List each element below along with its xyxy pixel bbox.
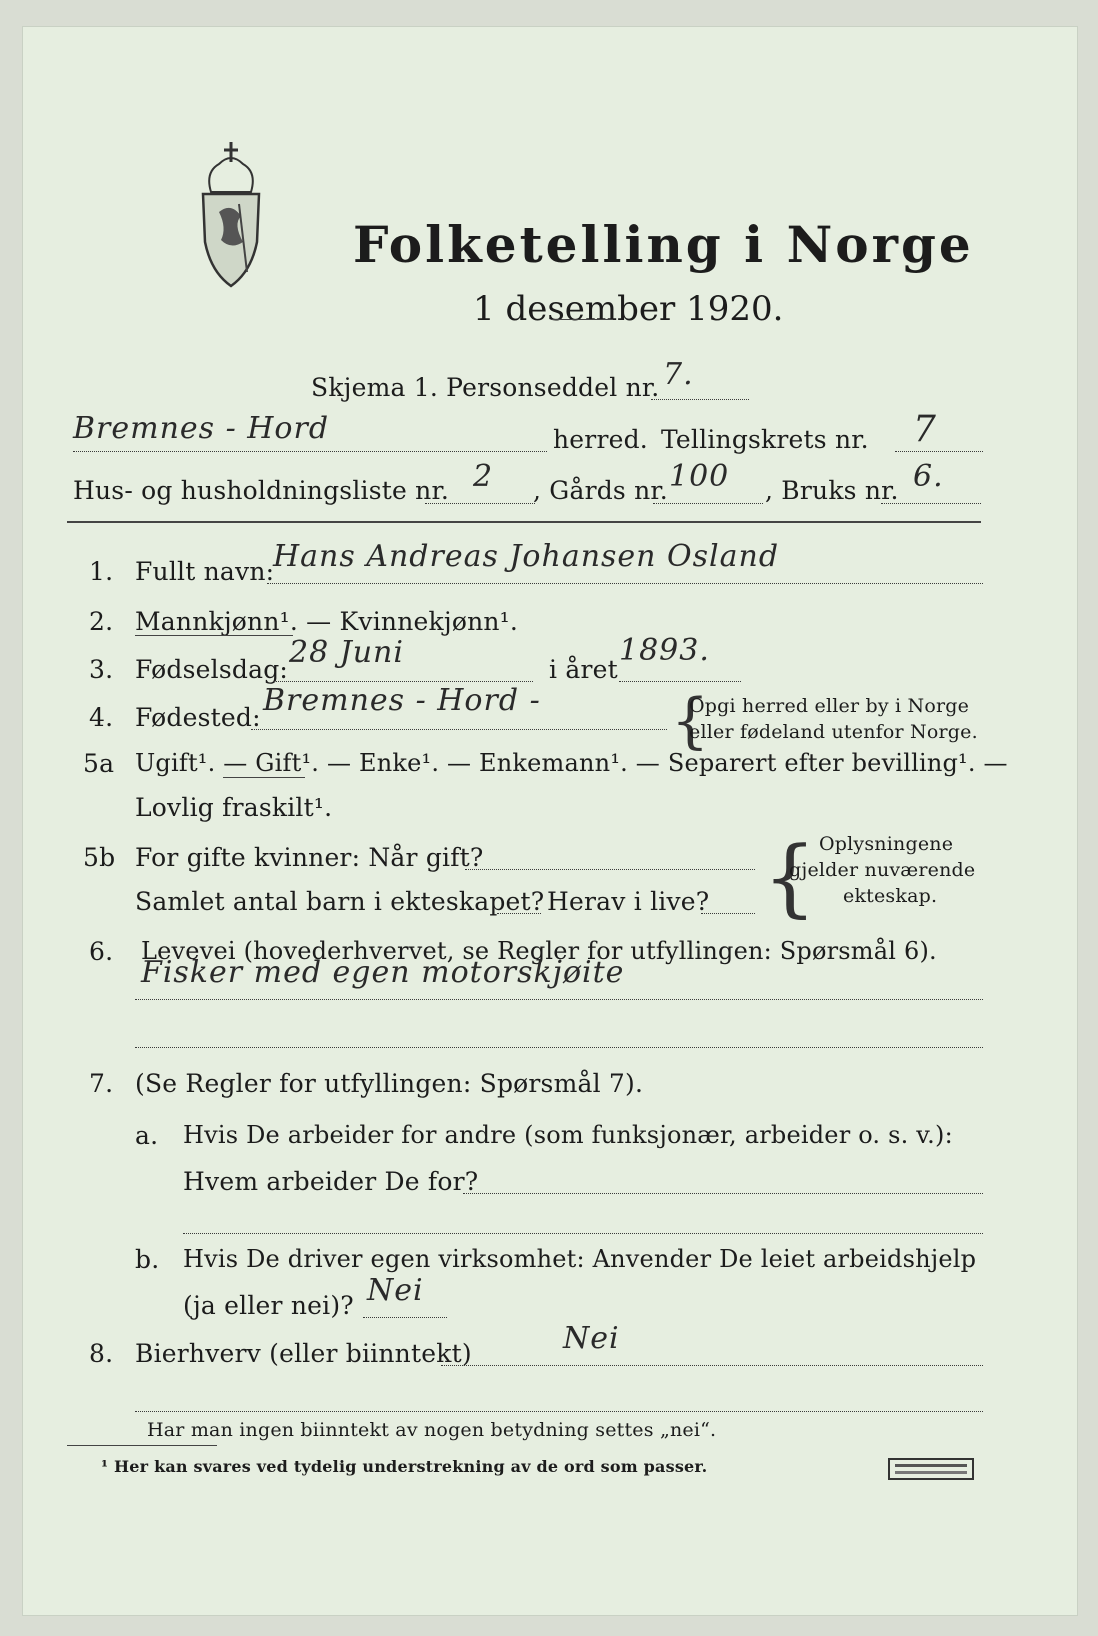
coat-of-arms-icon [191, 132, 271, 292]
q5b-note-2: gjelder nuværende [789, 859, 976, 881]
q7-label: (Se Regler for utfyllingen: Spørsmål 7). [135, 1069, 644, 1098]
hus-value: 2 [473, 459, 494, 494]
gards-value: 100 [669, 459, 730, 494]
herred-line [73, 451, 547, 452]
form-subtitle: 1 desember 1920. [473, 289, 784, 329]
q1-number: 1. [89, 557, 114, 586]
q7b-line-2: (ja eller nei)? [183, 1291, 354, 1320]
q5b-number: 5b [83, 843, 116, 872]
q8-line-2 [135, 1411, 983, 1412]
q3-date-value: 28 Juni [289, 635, 404, 670]
q8-label: Bierhverv (eller biinntekt) [135, 1339, 472, 1368]
tellingskrets-line [895, 451, 983, 452]
q5a-line-1: Ugift¹. — Gift¹. — Enke¹. — Enkemann¹. — Separert efter bevilling¹. — [135, 749, 1008, 777]
q5b-brace: { [763, 828, 817, 926]
q1-line [267, 583, 983, 584]
q5b-note-1: Oplysningene [819, 833, 954, 855]
printer-stamp-icon [887, 1457, 975, 1481]
q6-line-1 [135, 999, 983, 1000]
q2-number: 2. [89, 607, 114, 636]
q4-note-1: Opgi herred eller by i Norge [689, 695, 970, 717]
q6-value: Fisker med egen motorskjøite [141, 955, 625, 990]
q8-number: 8. [89, 1339, 114, 1368]
q7a-number: a. [135, 1121, 159, 1150]
skjema-label: Skjema 1. Personseddel nr. [311, 373, 660, 402]
q5b-line-2b: Herav i live? [547, 887, 710, 916]
q6-label: Levevei (hovederhvervet, se Regler for utfyllingen: Spørsmål 6). [141, 937, 937, 965]
footnote-divider [67, 1445, 217, 1446]
q6-number: 6. [89, 937, 114, 966]
q1-value: Hans Andreas Johansen Osland [273, 539, 780, 574]
q6-line-2 [135, 1047, 983, 1048]
q5a-underline [223, 777, 305, 778]
q3-year-line [619, 681, 741, 682]
q7-number: 7. [89, 1069, 114, 1098]
form-title: Folketelling i Norge [353, 215, 974, 274]
q4-note-2: eller fødeland utenfor Norge. [689, 721, 978, 743]
q3-year-label: i året [549, 655, 618, 684]
bruks-label: , Bruks nr. [765, 476, 899, 505]
q1-label: Fullt navn: [135, 557, 275, 586]
q7a-answer-line-2 [183, 1233, 983, 1234]
personseddel-line [651, 399, 749, 400]
q5a-line-2: Lovlig fraskilt¹. [135, 793, 333, 822]
q7b-line-1: Hvis De driver egen virksomhet: Anvender De leiet arbeidshjelp [183, 1245, 977, 1273]
q4-number: 4. [89, 703, 114, 732]
q3-year-value: 1893. [619, 633, 710, 668]
gards-line [653, 503, 763, 504]
q2-underline [135, 635, 293, 636]
q4-value: Bremnes - Hord - [263, 683, 541, 718]
header-divider [67, 521, 981, 523]
q5b-line-children [497, 913, 541, 914]
q4-label: Fødested: [135, 703, 261, 732]
q7a-line-2: Hvem arbeider De for? [183, 1167, 479, 1196]
tellingskrets-label: Tellingskrets nr. [661, 425, 869, 454]
hus-line [425, 503, 535, 504]
footnote: ¹ Her kan svares ved tydelig understrekning av de ord som passer. [101, 1457, 708, 1476]
q5b-line-when [465, 869, 755, 870]
q5b-line-1: For gifte kvinner: Når gift? [135, 843, 484, 872]
q2-label: Mannkjønn¹. — Kvinnekjønn¹. [135, 607, 519, 636]
title-divider [551, 319, 613, 320]
q3-label: Fødselsdag: [135, 655, 289, 684]
footer-note: Har man ingen biinntekt av nogen betydning settes „nei“. [147, 1419, 717, 1441]
q7b-answer-line [363, 1317, 447, 1318]
q4-brace: { [671, 686, 710, 756]
q3-date-line [273, 681, 533, 682]
q7a-line-1: Hvis De arbeider for andre (som funksjonær, arbeider o. s. v.): [183, 1121, 953, 1149]
personseddel-value: 7. [663, 357, 694, 392]
q7b-value: Nei [367, 1273, 424, 1308]
q7b-number: b. [135, 1245, 160, 1274]
hus-label: Hus- og husholdningsliste nr. [73, 476, 450, 505]
q5a-number: 5a [83, 749, 115, 778]
q5b-line-alive [701, 913, 755, 914]
q5b-note-3: ekteskap. [843, 885, 938, 907]
q4-line [251, 729, 667, 730]
herred-label: herred. [553, 425, 648, 454]
bruks-value: 6. [913, 459, 944, 494]
bruks-line [881, 503, 981, 504]
q5b-line-2a: Samlet antal barn i ekteskapet? [135, 887, 545, 916]
tellingskrets-value: 7 [913, 409, 937, 450]
gards-label: , Gårds nr. [533, 476, 668, 505]
census-form [22, 26, 1078, 1616]
q3-number: 3. [89, 655, 114, 684]
q8-line-1 [441, 1365, 983, 1366]
herred-value: Bremnes - Hord [73, 411, 330, 446]
q8-value: Nei [563, 1321, 620, 1356]
q7a-answer-line-1 [463, 1193, 983, 1194]
